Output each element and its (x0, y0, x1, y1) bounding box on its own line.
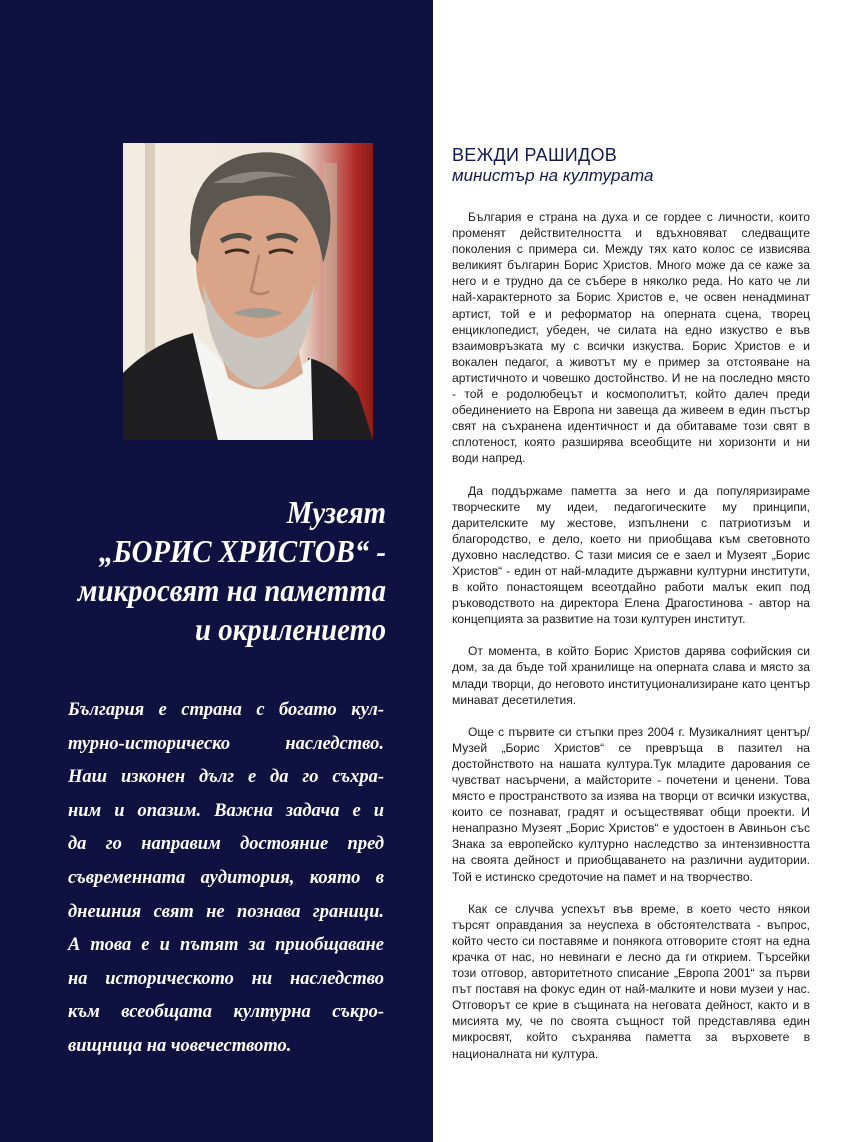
intro-line: вищница на човечеството. (68, 1035, 292, 1056)
portrait-illustration (123, 143, 373, 440)
intro-line: към всеобщата културна съкро- (68, 1002, 384, 1023)
intro-line: турно-историческо наследство. (68, 733, 384, 754)
intro-line: съвременната аудитория, която в (68, 867, 384, 888)
intro-line: Наш изконен дълг е да го съхра- (68, 767, 384, 788)
intro-line: България е страна с богато кул- (68, 700, 384, 720)
title-line: и окрилението (194, 611, 386, 647)
author-name: ВЕЖДИ РАШИДОВ (452, 145, 618, 165)
article-paragraph: България е страна на духа и се гордее с личности, които променят действителността и вдъхновяват следващите поколения с примера си. Между тях като колос се извисява великият българин Борис Христов. Много може да се каже за него и е трудно да се събере в няколко реда. Но като че ли най-характерното за Борис Христов е, че освен ненадминат артист, той е и реформатор на оперната сцена, творец енциклопедист, убеден, че силата на едно изкуство е във взаимовръзката му с всички изкуства. Борис Христов е и вокален педагог, а животът му е пример за отстояване на артистичното и човешко достойнство. И не на последно място - той е родолюбецът и космополитът, който далеч преди обединението на Европа ни завеща да живеем в един пъстър свят на съхранена идентичност и да обитаваме този свят в сплотеност, която разширява всеобщите ни хоризонти и ни води напред. (452, 210, 810, 466)
intro-line: ним и опазим. Важна задача е и (68, 800, 384, 821)
article-paragraph: Как се случва успехът във време, в което често някои търсят оправдания за неуспеха в обстоятелствата - въпрос, който често си поставяме и понякога отговорите стоят на една крачка от нас, но невинаги е лесно да ги открием. Търсейки този отговор, авторитетното списание „Европа 2001“ за първи път поставя на фокус един от най-малките и нови музеи у нас. Отговорът се крие в същината на неговата дейност, както и в мисията му, че по своята същност той представлява един микросвят, който съхранява паметта за върховете в националната ни култура. (452, 901, 810, 1061)
article-paragraph: Да поддържаме паметта за него и да популяризираме творческите му идеи, педагогическите му принципи, дарителските му жестове, изпълнени с патриотизъм и благородство, е дело, което ни приобщава към световното духовно наследство. С тази мисия се е заел и Музеят „Борис Христов“ - един от най-младите държавни културни институти, в който понастоящем всеотдайно работи малък екип под ръководството на директора Елена Драгостинова - автор на концепцията за развитие на този културен институт. (452, 483, 810, 627)
article-body (452, 209, 810, 1078)
intro-line: А това е и пътят за приобщаване (68, 935, 384, 956)
intro-line: на историческото ни наследство (68, 968, 384, 989)
sidebar-title (75, 493, 386, 649)
title-line: Музеят (286, 494, 386, 530)
article-paragraph: От момента, в който Борис Христов дарява софийския си дом, за да бъде той хранилище на оперната слава и място за млади творци, до неговото институционализиране като център минават десетилетия. (452, 644, 810, 707)
portrait-photo (123, 143, 373, 440)
intro-line: да го направим достояние пред (68, 834, 384, 855)
article-paragraph: Още с първите си стъпки през 2004 г. Музикалният център/Музей „Борис Христов“ се превръща в пазител на достойнството на нашата култура.Тук младите дарования се чувстват насърчени, а майсторите - почетени и ценени. Това място е пространството за изява на творци от всички изкуства, които се познават, градят и осъществяват общи проекти. И ненапразно Музеят „Борис Христов“ е удостоен в Авиньон със Знака за европейско културно наследство за интензивността на своята дейност и приобщаването на различни аудитории. Той е истинско средоточие на памет и на творчество. (452, 724, 810, 884)
title-line: „БОРИС ХРИСТОВ“ - (98, 533, 386, 569)
sidebar-intro (68, 694, 384, 1064)
intro-line: днешния свят не познава граници. (68, 901, 384, 922)
author-role: министър на културата (452, 166, 654, 185)
title-line: микросвят на паметта (77, 572, 386, 608)
